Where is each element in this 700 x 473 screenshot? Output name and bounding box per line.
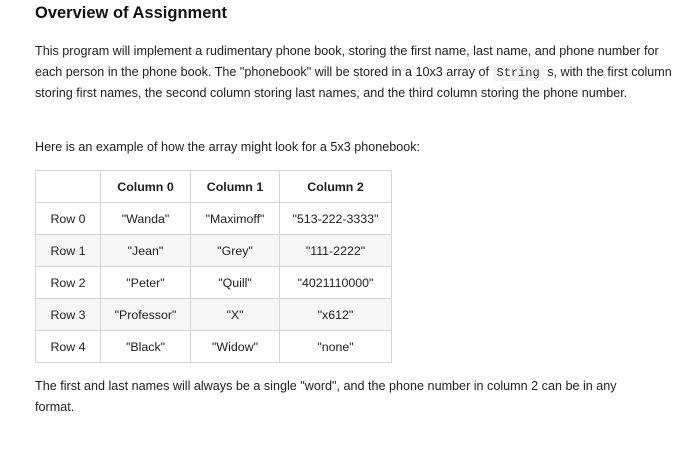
closing-paragraph: The first and last names will always be a single "word", and the phone number in column 2 can be in any format. [35, 379, 617, 414]
first-name-cell: "Black" [101, 331, 191, 363]
last-name-cell: "Quill" [191, 267, 280, 299]
last-name-cell: "Widow" [191, 331, 280, 363]
table-row [36, 235, 392, 267]
phone-cell: "none" [280, 331, 392, 363]
intro-paragraph [35, 41, 675, 104]
first-name-cell: "Professor" [101, 299, 191, 331]
first-name-cell: "Wanda" [101, 203, 191, 235]
phone-cell: "4021110000" [280, 267, 392, 299]
row-label-cell: Row 1 [36, 235, 101, 267]
table-row [36, 267, 392, 299]
intro-text-after: s, with the first column storing first names, the second column storing last names, and the third column storing the phone number. [35, 64, 672, 101]
row-label-cell: Row 3 [36, 299, 101, 331]
row-label-cell: Row 0 [36, 203, 101, 235]
table-header-row [36, 171, 392, 203]
table-row [36, 331, 392, 363]
phonebook-table [35, 170, 392, 363]
page-title: Overview of Assignment [35, 4, 227, 22]
example-paragraph: Here is an example of how the array might look for a 5x3 phonebook: [35, 140, 421, 154]
intro-text-before: This program will implement a rudimentary phone book, storing the first name, last name, and phone number for each person in the phone book. The "phonebook" will be stored in a 10x3 array of [35, 44, 659, 79]
header-cell: Column 2 [280, 171, 392, 203]
last-name-cell: "Grey" [191, 235, 280, 267]
last-name-cell: "Maximoff" [191, 203, 280, 235]
first-name-cell: "Peter" [101, 267, 191, 299]
header-cell: Column 0 [101, 171, 191, 203]
table-row [36, 203, 392, 235]
phone-cell: "x612" [280, 299, 392, 331]
first-name-cell: "Jean" [101, 235, 191, 267]
last-name-cell: "X" [191, 299, 280, 331]
row-label-cell: Row 2 [36, 267, 101, 299]
string-type-code: String [493, 65, 544, 81]
header-cell: Column 1 [191, 171, 280, 203]
header-cell [36, 171, 101, 203]
phone-cell: "111-2222" [280, 235, 392, 267]
phone-cell: "513-222-3333" [280, 203, 392, 235]
table-row [36, 299, 392, 331]
row-label-cell: Row 4 [36, 331, 101, 363]
